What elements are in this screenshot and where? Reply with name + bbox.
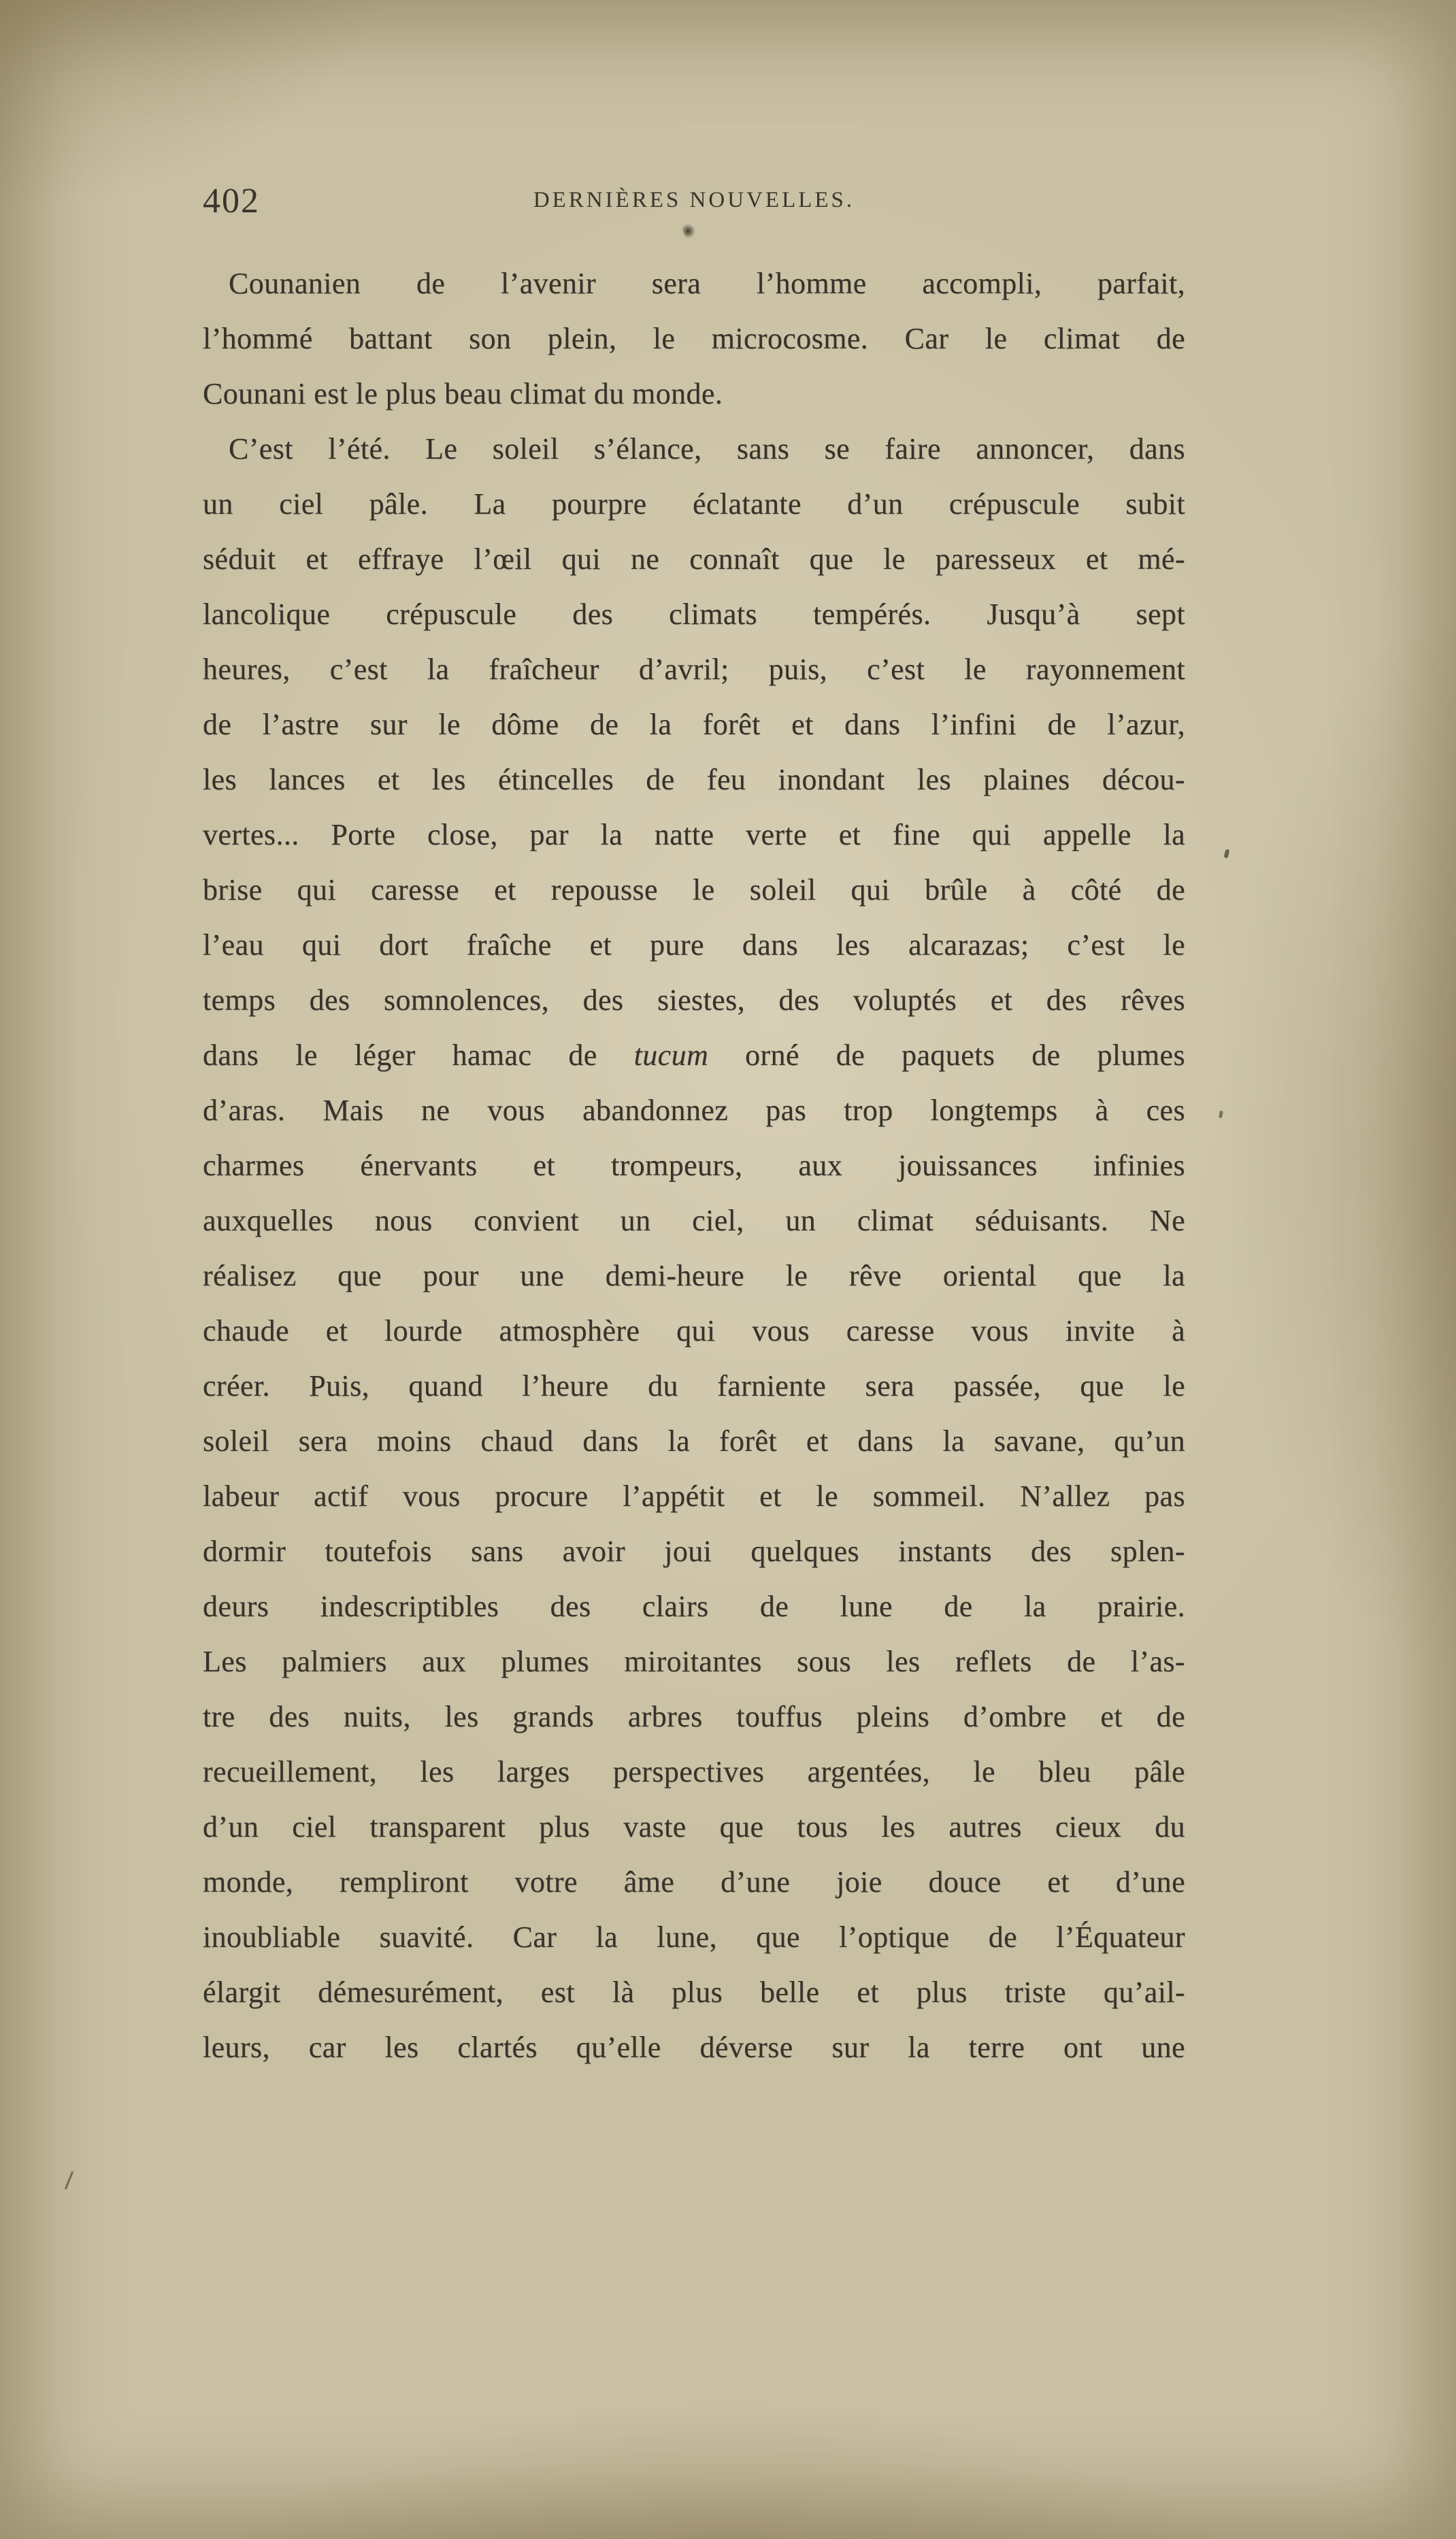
text-line [203, 587, 1185, 642]
text-segment: brise qui caresse et repousse le soleil qui brûle à côté de [203, 873, 1185, 906]
text-segment: charmes énervants et trompeurs, aux jouissances infinies [203, 1149, 1185, 1182]
text-segment: l’hommé battant son plein, le microcosme. Car le climat de [203, 322, 1185, 355]
text-segment: chaude et lourde atmosphère qui vous caresse vous invite à [203, 1314, 1185, 1347]
text-line [203, 366, 1185, 421]
ink-speck [1224, 849, 1230, 858]
ink-speck [65, 2171, 73, 2189]
text-line [203, 1248, 1185, 1303]
text-segment: réalisez que pour une demi-heure le rêve oriental que la [203, 1259, 1185, 1292]
text-line [203, 1138, 1185, 1193]
text-segment: Les palmiers aux plumes miroitantes sous les reflets de l’as- [203, 1645, 1185, 1678]
text-line [203, 1524, 1185, 1579]
text-segment: séduit et effraye l’œil qui ne connaît que le paresseux et mé- [203, 542, 1185, 576]
text-line [203, 1083, 1185, 1138]
text-line [203, 1965, 1185, 2020]
text-line [203, 1579, 1185, 1634]
text-segment: orné de paquets de plumes [708, 1038, 1185, 1072]
text-segment: heures, c’est la fraîcheur d’avril; puis, c’est le rayonnement [203, 653, 1185, 686]
text-line [203, 1469, 1185, 1524]
text-line [203, 752, 1185, 807]
text-segment: lancolique crépuscule des climats tempérés. Jusqu’à sept [203, 597, 1185, 631]
text-line [203, 1193, 1185, 1248]
text-line [203, 311, 1185, 366]
text-line [203, 1303, 1185, 1358]
text-line [203, 1028, 1185, 1083]
text-segment: Counani est le plus beau climat du monde. [203, 377, 723, 410]
text-line [203, 421, 1185, 476]
text-segment: recueillement, les larges perspectives argentées, le bleu pâle [203, 1755, 1185, 1788]
text-segment: dormir toutefois sans avoir joui quelques instants des splen- [203, 1535, 1185, 1568]
text-segment: Counanien de l’avenir sera l’homme accompli, parfait, [229, 267, 1185, 300]
text-line [203, 1744, 1185, 1799]
text-line [203, 531, 1185, 587]
text-line [203, 807, 1185, 862]
text-line [203, 476, 1185, 531]
text-segment: labeur actif vous procure l’appétit et le sommeil. N’allez pas [203, 1479, 1185, 1513]
text-line [203, 1689, 1185, 1744]
text-segment: monde, rempliront votre âme d’une joie douce et d’une [203, 1865, 1185, 1899]
text-segment: l’eau qui dort fraîche et pure dans les alcarazas; c’est le [203, 928, 1185, 962]
text-line [203, 972, 1185, 1028]
text-block [203, 181, 1185, 2075]
text-segment: d’un ciel transparent plus vaste que tous les autres cieux du [203, 1810, 1185, 1844]
ink-speck [1219, 1111, 1223, 1119]
text-line [203, 256, 1185, 311]
text-segment: tucum [633, 1038, 709, 1072]
running-title: DERNIÈRES NOUVELLES. [533, 188, 855, 212]
text-line [203, 1799, 1185, 1854]
text-line [203, 917, 1185, 972]
text-segment: C’est l’été. Le soleil s’élance, sans se faire annoncer, dans [229, 432, 1185, 465]
text-segment: élargit démesurément, est là plus belle et plus triste qu’ail- [203, 1976, 1185, 2009]
text-line [203, 1854, 1185, 1910]
text-segment: de l’astre sur le dôme de la forêt et dans l’infini de l’azur, [203, 708, 1185, 741]
text-segment: vertes... Porte close, par la natte verte et fine qui appelle la [203, 818, 1185, 851]
text-line [203, 1413, 1185, 1469]
text-line [203, 862, 1185, 917]
text-segment: créer. Puis, quand l’heure du farniente sera passée, que le [203, 1369, 1185, 1403]
text-line [203, 1358, 1185, 1413]
text-segment: leurs, car les clartés qu’elle déverse sur la terre ont une [203, 2031, 1185, 2064]
text-line [203, 642, 1185, 697]
text-segment: inoubliable suavité. Car la lune, que l’optique de l’Équateur [203, 1920, 1185, 1954]
text-segment: temps des somnolences, des siestes, des voluptés et des rêves [203, 983, 1185, 1017]
page-header [203, 181, 1185, 230]
text-segment: tre des nuits, les grands arbres touffus pleins d’ombre et de [203, 1700, 1185, 1733]
text-segment: d’aras. Mais ne vous abandonnez pas trop longtemps à ces [203, 1094, 1185, 1127]
page-number: 402 [203, 182, 260, 220]
text-segment: deurs indescriptibles des clairs de lune de la prairie. [203, 1590, 1185, 1623]
text-segment: auxquelles nous convient un ciel, un climat séduisants. Ne [203, 1204, 1185, 1237]
text-line [203, 2020, 1185, 2075]
text-line [203, 697, 1185, 752]
text-segment: les lances et les étincelles de feu inondant les plaines décou- [203, 763, 1185, 796]
text-segment: un ciel pâle. La pourpre éclatante d’un crépuscule subit [203, 487, 1185, 521]
text-line [203, 1634, 1185, 1689]
text-segment: soleil sera moins chaud dans la forêt et dans la savane, qu’un [203, 1424, 1185, 1458]
text-line [203, 1910, 1185, 1965]
text-segment: dans le léger hamac de [203, 1038, 634, 1072]
body-text [203, 256, 1185, 2075]
